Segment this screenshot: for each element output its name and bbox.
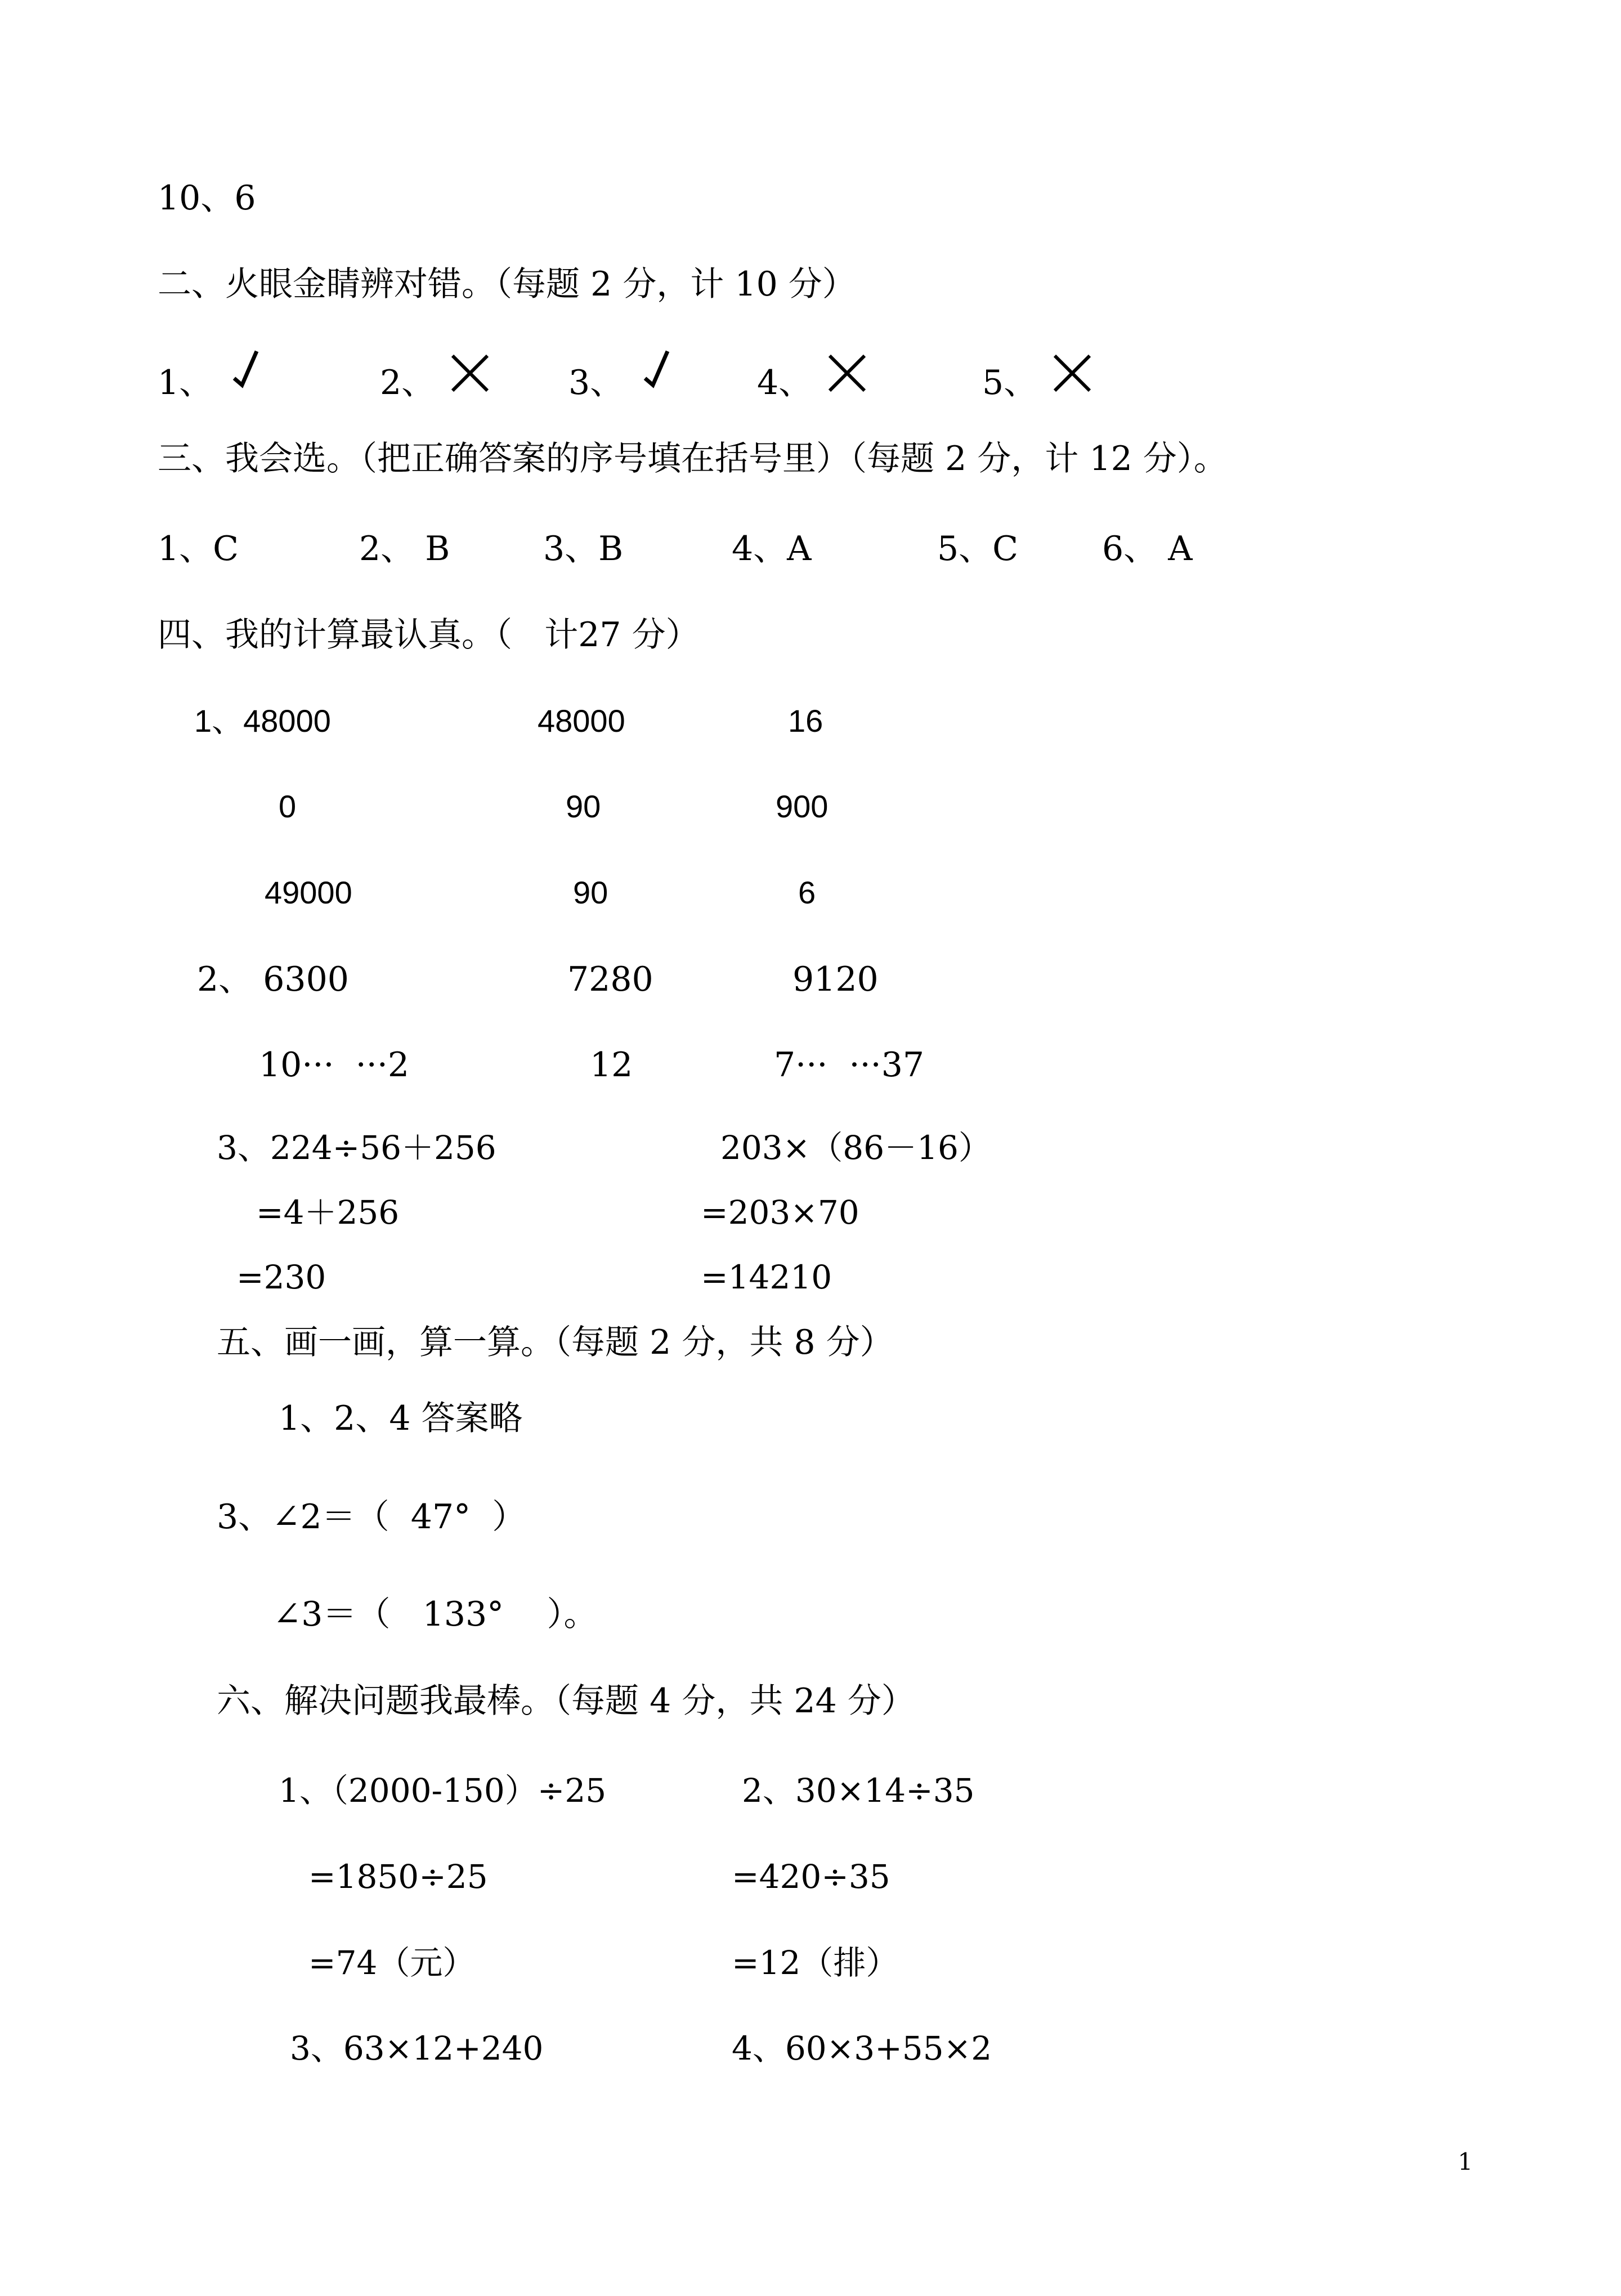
calc-row-3-col-3: 6: [798, 875, 816, 910]
calc-row-3-col-2: 90: [573, 875, 608, 910]
calc3-right-line-1: 203×（86－16）: [720, 1129, 991, 1167]
judge-label-2: 2、: [380, 363, 436, 402]
choice-answer-3: 3、B: [543, 529, 624, 569]
calc3-right-line-3: =14210: [701, 1258, 832, 1296]
page-number: 1: [1458, 2148, 1473, 2176]
problem-1-line-1: 1、（2000-150）÷25: [279, 1771, 607, 1810]
calc3-right-line-2: =203×70: [701, 1193, 859, 1232]
calc2-row-1-col-1: 2、 6300: [197, 960, 349, 999]
problem-3-line-1: 3、63×12+240: [290, 2029, 544, 2067]
calc-row-2-col-3: 900: [776, 789, 829, 824]
choice-answer-2: 2、 B: [359, 529, 450, 569]
cross-mark-icon: [827, 353, 867, 393]
judge-label-3: 3、: [568, 363, 624, 402]
calc-row-1-col-3: 16: [788, 703, 823, 739]
answer-line-1-10: 10、6: [158, 178, 256, 218]
calc-row-1-col-2: 48000: [538, 703, 625, 739]
problem-4-line-1: 4、60×3+55×2: [732, 2029, 992, 2067]
section-5-line-3: ∠3＝（ 133° ）。: [273, 1595, 598, 1634]
problem-1-line-3: =74（元）: [308, 1944, 476, 1982]
section-3-heading: 三、我会选。（把正确答案的序号填在括号里）（每题 2 分，计 12 分）。: [158, 439, 1228, 478]
check-mark-icon: [642, 349, 675, 394]
cross-mark-icon: [450, 353, 490, 393]
calc3-left-line-3: =230: [236, 1258, 326, 1296]
check-mark-icon: [231, 349, 265, 394]
calc-row-2-col-2: 90: [566, 789, 601, 824]
calc2-row-2-col-3: 7··· ···37: [774, 1045, 925, 1085]
calc2-row-2-col-1: 10··· ···2: [259, 1045, 410, 1085]
cross-mark-icon: [1053, 353, 1092, 393]
problem-2-line-3: =12（排）: [732, 1944, 899, 1982]
problem-2-line-1: 2、30×14÷35: [742, 1771, 975, 1810]
section-2-heading: 二、火眼金睛辨对错。（每题 2 分，计 10 分）: [158, 265, 856, 304]
section-6-heading: 六、解决问题我最棒。（每题 4 分，共 24 分）: [217, 1681, 915, 1721]
calc-row-2-col-1: 0: [279, 789, 297, 824]
calc-row-1-col-1: 1、48000: [194, 703, 331, 739]
choice-answer-1: 1、C: [158, 529, 239, 569]
judge-label-1: 1、: [158, 363, 213, 402]
section-4-heading: 四、我的计算最认真。（ 计27 分）: [158, 615, 700, 655]
section-5-line-1: 1、2、4 答案略: [279, 1399, 523, 1438]
judge-label-5: 5、: [982, 363, 1038, 402]
calc3-left-line-1: 3、224÷56＋256: [217, 1129, 496, 1167]
calc2-row-1-col-3: 9120: [792, 960, 879, 999]
calc3-left-line-2: =4＋256: [256, 1193, 400, 1232]
calc2-row-1-col-2: 7280: [567, 960, 653, 999]
section-5-heading: 五、画一画，算一算。（每题 2 分，共 8 分）: [217, 1323, 894, 1362]
choice-answer-5: 5、C: [937, 529, 1019, 569]
problem-1-line-2: =1850÷25: [308, 1858, 488, 1896]
choice-answer-4: 4、A: [732, 529, 812, 569]
calc2-row-2-col-2: 12: [590, 1045, 633, 1085]
judge-label-4: 4、: [757, 363, 813, 402]
choice-answer-6: 6、 A: [1102, 529, 1193, 569]
section-5-line-2: 3、∠2＝（ 47° ）: [217, 1497, 526, 1537]
calc-row-3-col-1: 49000: [265, 875, 352, 910]
problem-2-line-2: =420÷35: [732, 1858, 890, 1896]
